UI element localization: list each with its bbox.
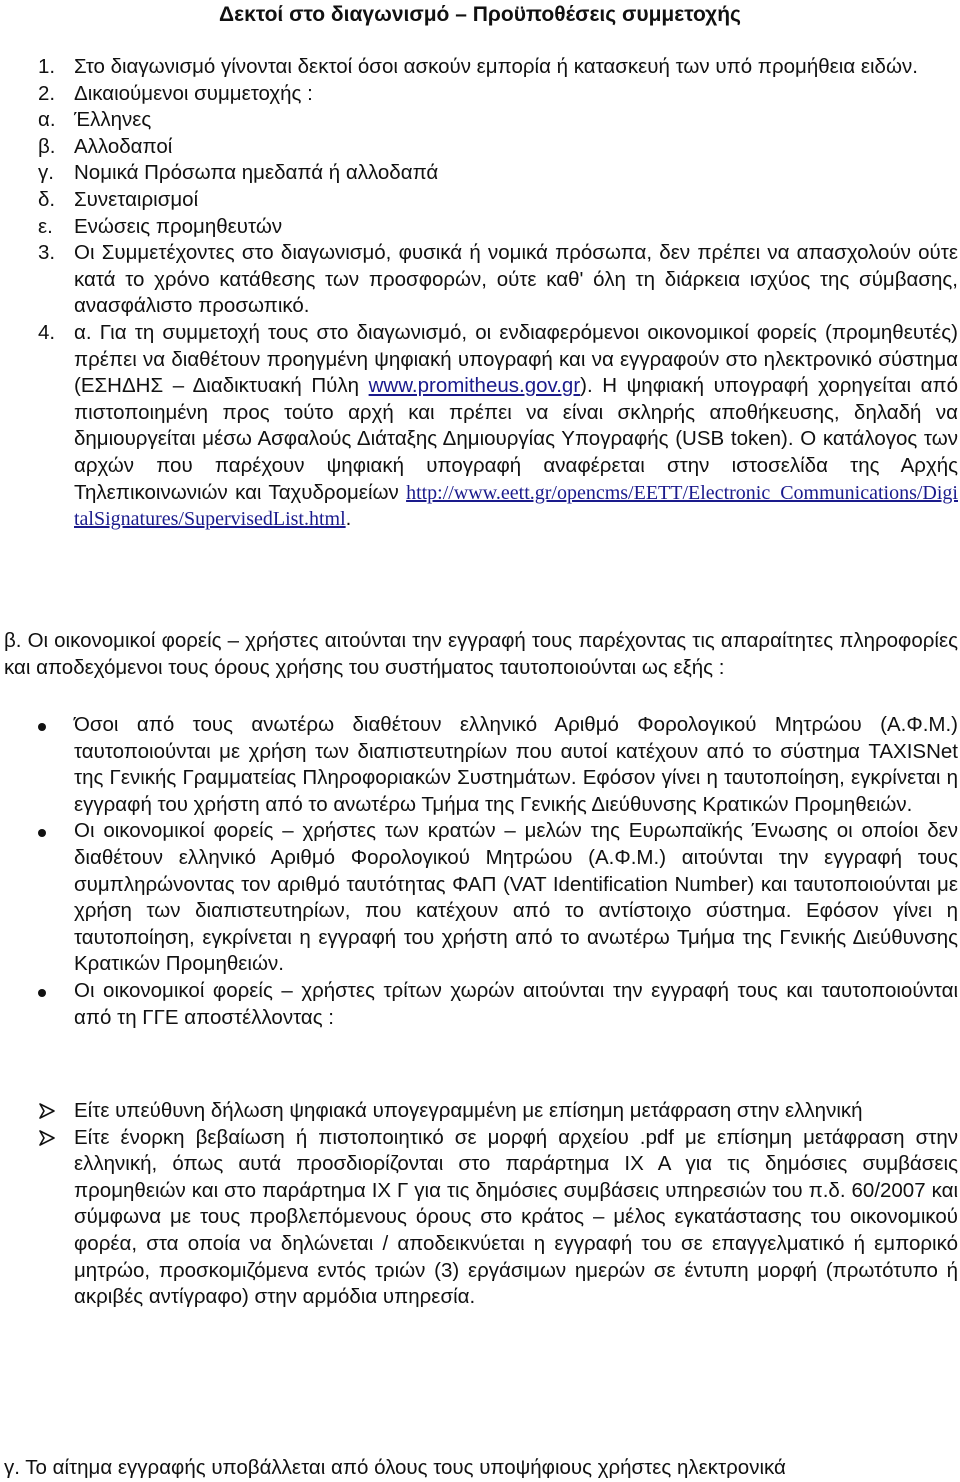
sublist-item-text: Συνεταιρισμοί [74, 187, 199, 211]
list-item-2 [38, 81, 958, 108]
bullet-item-1 [38, 712, 958, 818]
paragraph-gamma: γ. Το αίτημα εγγραφής υποβάλλεται από όλους τους υποψήφιους χρήστες ηλεκτρονικά [4, 1456, 786, 1479]
promitheus-link[interactable]: www.promitheus.gov.gr [368, 374, 581, 398]
sublist-letter: α. [38, 108, 56, 132]
bullet-item-2 [38, 818, 958, 978]
sublist-letter: δ. [38, 187, 56, 211]
arrow-item-1 [38, 1098, 958, 1125]
sublist-item-text: Αλλοδαποί [74, 134, 173, 158]
list-item-text: Στο διαγωνισμό γίνονται δεκτοί όσοι ασκούν εμπορία ή κατασκευή των υπό προμήθεια ειδών. [74, 55, 918, 78]
arrow-list [38, 1098, 958, 1311]
sublist-item-text: Έλληνες [74, 108, 152, 132]
sublist-item-a [38, 107, 958, 134]
list-number: 3. [38, 241, 56, 265]
bullet-icon [38, 712, 58, 739]
sublist-letter: ε. [38, 214, 53, 238]
sublist-item-c [38, 160, 958, 187]
sublist-letter: β. [38, 134, 56, 158]
arrow-item-text: Είτε ένορκη βεβαίωση ή πιστοποιητικό σε μορφή αρχείου .pdf με επίσημη μετάφραση στην ελληνική, όπως αυτά προσδιορίζονται στο παράρτημα ΙΧ Α για τις δημόσιες συμβάσεις προμηθειών και στο παράρτημα ΙΧ Γ για τις δημόσιες συμβάσεις υπηρεσιών του π.δ. 60/2007 και σύμφωνα με τους προβλεπόμενους όρους στο κράτος – μέλος εγκατάστασης του οικονομικού φορέα, στα οποία να δηλώνεται / αποδεικνύεται η εγγραφή του σε επαγγελματικό ή εμπορικό μητρώο, προσκομιζόμενα εντός τριών (3) εργάσιμων ημερών σε έντυπη μορφή (πρωτότυπο ή ακριβές αντίγραφο) στην αρμόδια υπηρεσία. [74, 1125, 958, 1309]
sublist-item-text: Νομικά Πρόσωπα ημεδαπά ή αλλοδαπά [74, 161, 439, 185]
list-item-4 [38, 320, 958, 533]
paragraph-text: . [345, 507, 352, 531]
list-item-text: Δικαιούμενοι συμμετοχής : [74, 81, 313, 105]
arrow-item-2 [38, 1125, 958, 1311]
bullet-icon [38, 978, 58, 1005]
bullet-text: Οι οικονομικοί φορείς – χρήστες τρίτων χωρών αιτούνται την εγγραφή τους και ταυτοποιούνται από τη ΓΓΕ αποστέλλοντας : [74, 978, 958, 1029]
list-number: 4. [38, 320, 56, 344]
bullet-text: Όσοι από τους ανωτέρω διαθέτουν ελληνικό Αριθμό Φορολογικού Μητρώου (Α.Φ.Μ.) ταυτοποιούνται με χρήση των διαπιστευτηρίων που αυτοί κατέχουν από το σύστημα TAXISNet της Γενικής Γραμματείας Πληροφοριακών Συστημάτων. Εφόσον γίνει η ταυτοποίηση, εγκρίνεται η εγγραφή του χρήστη από το ανωτέρω Τμήμα της Γενικής Διεύθυνσης Κρατικών Προμηθειών. [74, 713, 958, 816]
page-title: Δεκτοί στο διαγωνισμό – Προϋποθέσεις συμμετοχής [219, 3, 741, 26]
list-item-text [74, 320, 958, 533]
arrow-item-text: Είτε υπεύθυνη δήλωση ψηφιακά υπογεγραμμένη με επίσημη μετάφραση στην ελληνική [74, 1099, 863, 1122]
arrow-bullet-icon [38, 1125, 58, 1155]
sublist-item-b [38, 134, 958, 161]
bullet-item-3 [38, 978, 958, 1031]
sublist-item-e [38, 214, 958, 241]
sublist-item-d [38, 187, 958, 214]
bullet-icon [38, 818, 58, 845]
sublist-letter: γ. [38, 161, 54, 185]
sublist-item-text: Ενώσεις προμηθευτών [74, 214, 283, 238]
bullet-text: Οι οικονομικοί φορείς – χρήστες των κρατών – μελών της Ευρωπαϊκής Ένωσης οι οποίοι δεν διαθέτουν ελληνικό Αριθμό Φορολογικού Μητρώου (Α.Φ.Μ.) αιτούνται την εγγραφή τους συμπληρώνοντας τον αριθμό ταυτότητας ΦΑΠ (VAT Identification Number) και ταυτοποιούνται με χρήση των διαπιστευτηρίων, που κατέχουν από το αντίστοιχο σύστημα. Εφόσον γίνει η ταυτοποίηση, εγκρίνεται η εγγραφή του χρήστη από το ανωτέρω Τμήμα της Γενικής Διεύθυνσης Κρατικών Προμηθειών. [74, 819, 958, 976]
list-number: 1. [38, 55, 56, 78]
list-item-text: Οι Συμμετέχοντες στο διαγωνισμό, φυσικά ή νομικά πρόσωπα, δεν πρέπει να απασχολούν ούτε κατά το χρόνο κατάθεσης των προσφορών, ούτε καθ' όλη τη διάρκεια ισχύος της σύμβασης, ανασφάλιστο προσωπικό. [74, 241, 958, 318]
paragraph-text: ). Η ψηφιακή υπογραφή χορηγείται από πιστοποιημένη προς τούτο αρχή και πρέπει να είναι σκληρής αποθήκευσης, δηλαδή να δημιουργείται μέσω Ασφαλούς Διάταξης Δημιουργίας Υπογραφής (USB token). Ο κατάλογος των αρχών που παρέχουν ψηφιακή υπογραφή αναφέρεται στην ιστοσελίδα της Αρχής Τηλεπικοινωνιών και Ταχυδρομείων [74, 374, 958, 504]
paragraph-beta: β. Οι οικονομικοί φορείς – χρήστες αιτούνται την εγγραφή τους παρέχοντας τις απαραίτητες πληροφορίες και αποδεχόμενοι τους όρους χρήσης του συστήματος ταυτοποιούνται ως εξής : [4, 629, 958, 679]
arrow-bullet-icon [38, 1098, 58, 1128]
paragraph-text: α. Για τη συμμετοχή τους στο διαγωνισμό, οι ενδιαφερόμενοι οικονομικοί φορείς (προμηθευτές) πρέπει να διαθέτουν προηγμένη ψηφιακή υπογραφή και να εγγραφούν στο ηλεκτρονικό σύστημα (ΕΣΗΔΗΣ – Διαδικτυακή Πύλη [74, 320, 958, 398]
list-item-1 [38, 54, 958, 81]
list-item-3 [38, 240, 958, 320]
requirements-list [38, 54, 958, 533]
eett-signatures-link[interactable]: http://www.eett.gr/opencms/EETT/Electronic_Communications/DigitalSignatures/SupervisedList.html [74, 481, 958, 531]
list-number: 2. [38, 81, 56, 105]
bullet-list [38, 712, 958, 1031]
